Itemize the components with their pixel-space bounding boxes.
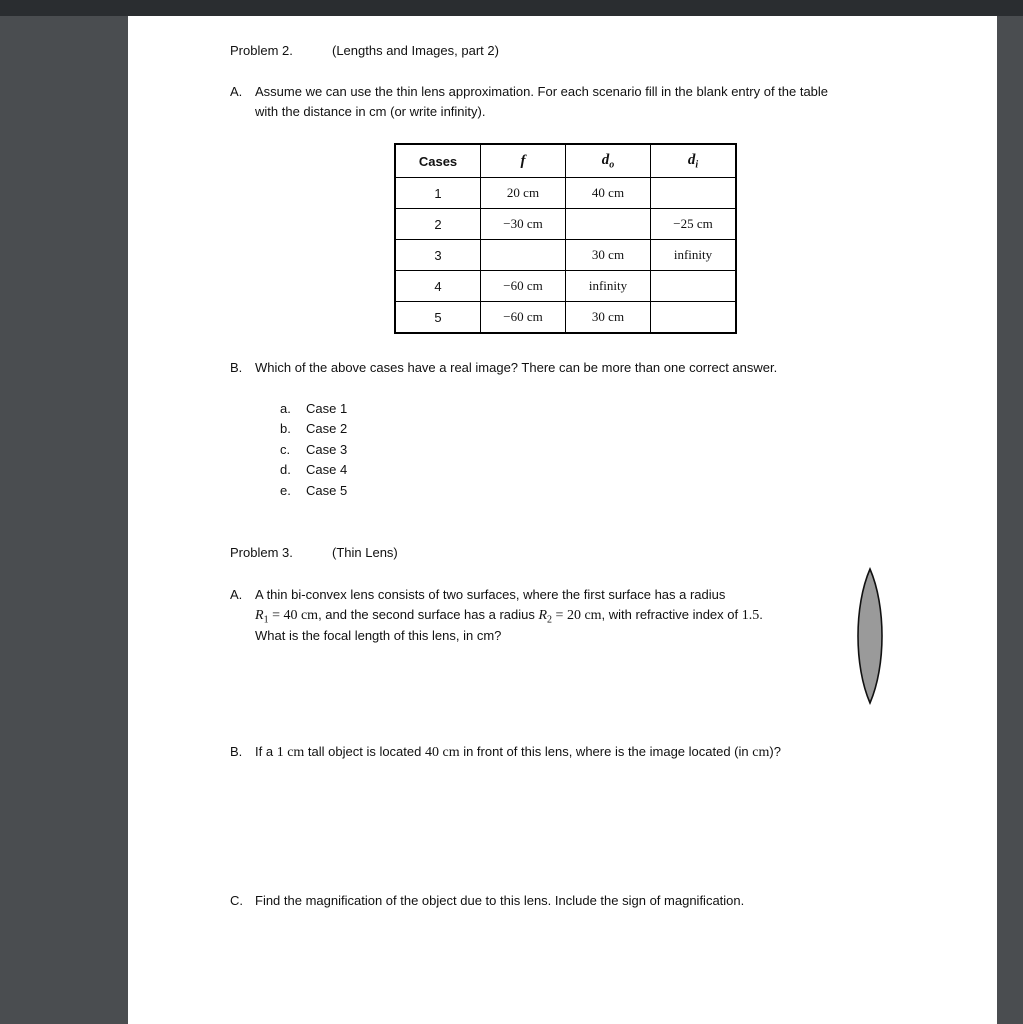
option-text: Case 5 <box>306 483 348 498</box>
cell-do: 30 cm <box>566 240 651 271</box>
cell-di <box>651 271 737 302</box>
header-do: $d_o$ <box>566 144 651 178</box>
option-text: Case 1 <box>306 401 348 416</box>
cell-do: 40 cm <box>566 178 651 209</box>
table-row <box>395 240 736 271</box>
document-page <box>128 16 997 1024</box>
cell-f <box>481 240 566 271</box>
option-letter: a. <box>280 401 291 416</box>
problem3-partA-label: A. <box>230 587 243 602</box>
option-letter: b. <box>280 421 291 436</box>
table-row <box>395 209 736 240</box>
cell-f: −60 cm <box>481 302 566 334</box>
problem3-partB-text: If a 1 cm tall object is located 40 cm in front of this lens, where is the image located (in cm)? <box>255 744 781 760</box>
cell-f: −30 cm <box>481 209 566 240</box>
option-text: Case 4 <box>306 462 348 477</box>
option-letter: c. <box>280 442 291 457</box>
cell-di <box>651 302 737 334</box>
cell-do: infinity <box>566 271 651 302</box>
option-letter: d. <box>280 462 291 477</box>
header-cases: Cases <box>395 144 481 178</box>
problem3-partC-text: Find the magnification of the object due to this lens. Include the sign of magnification. <box>255 893 745 908</box>
viewer-top-bar <box>0 0 1023 16</box>
table-header-row <box>395 144 736 178</box>
option-text: Case 2 <box>306 421 348 436</box>
problem2-partA-label: A. <box>230 84 243 99</box>
problem3-number: Problem 3. <box>230 545 293 560</box>
problem3-title: (Thin Lens) <box>332 545 398 560</box>
cell-di: −25 cm <box>651 209 737 240</box>
case-number: 1 <box>395 178 481 209</box>
problem2-partB-text: Which of the above cases have a real image? There can be more than one correct answer. <box>255 360 778 375</box>
cell-do: 30 cm <box>566 302 651 334</box>
problem3-partA-line1: A thin bi-convex lens consists of two surfaces, where the first surface has a radius <box>255 587 726 602</box>
problem3-partA-line3: What is the focal length of this lens, in cm? <box>255 628 502 643</box>
problem2-number: Problem 2. <box>230 43 293 58</box>
cell-di <box>651 178 737 209</box>
problem2-partB-label: B. <box>230 360 243 375</box>
table-row <box>395 271 736 302</box>
cell-f: −60 cm <box>481 271 566 302</box>
case-number: 4 <box>395 271 481 302</box>
problem3-partB-label: B. <box>230 744 243 759</box>
table-row <box>395 178 736 209</box>
header-di: $d_i$ <box>651 144 737 178</box>
problem2-partA-line1: Assume we can use the thin lens approximation. For each scenario fill in the blank entry of the table <box>255 84 829 99</box>
case-number: 3 <box>395 240 481 271</box>
header-f: f <box>481 144 566 178</box>
cell-di: infinity <box>651 240 737 271</box>
case-number: 5 <box>395 302 481 334</box>
problem2-title: (Lengths and Images, part 2) <box>332 43 499 58</box>
cell-f: 20 cm <box>481 178 566 209</box>
case-number: 2 <box>395 209 481 240</box>
option-text: Case 3 <box>306 442 348 457</box>
problem3-partA-line2: $R_1 = 40$ cm, and the second surface has a radius $R_2 = 20$ cm, with refractive index of 1.5. <box>255 607 763 626</box>
biconvex-lens-icon <box>848 566 888 706</box>
cases-table <box>394 143 737 334</box>
cell-do <box>566 209 651 240</box>
problem3-partC-label: C. <box>230 893 243 908</box>
option-letter: e. <box>280 483 291 498</box>
table-row <box>395 302 736 334</box>
problem2-partA-line2: with the distance in cm (or write infinity). <box>255 104 486 119</box>
